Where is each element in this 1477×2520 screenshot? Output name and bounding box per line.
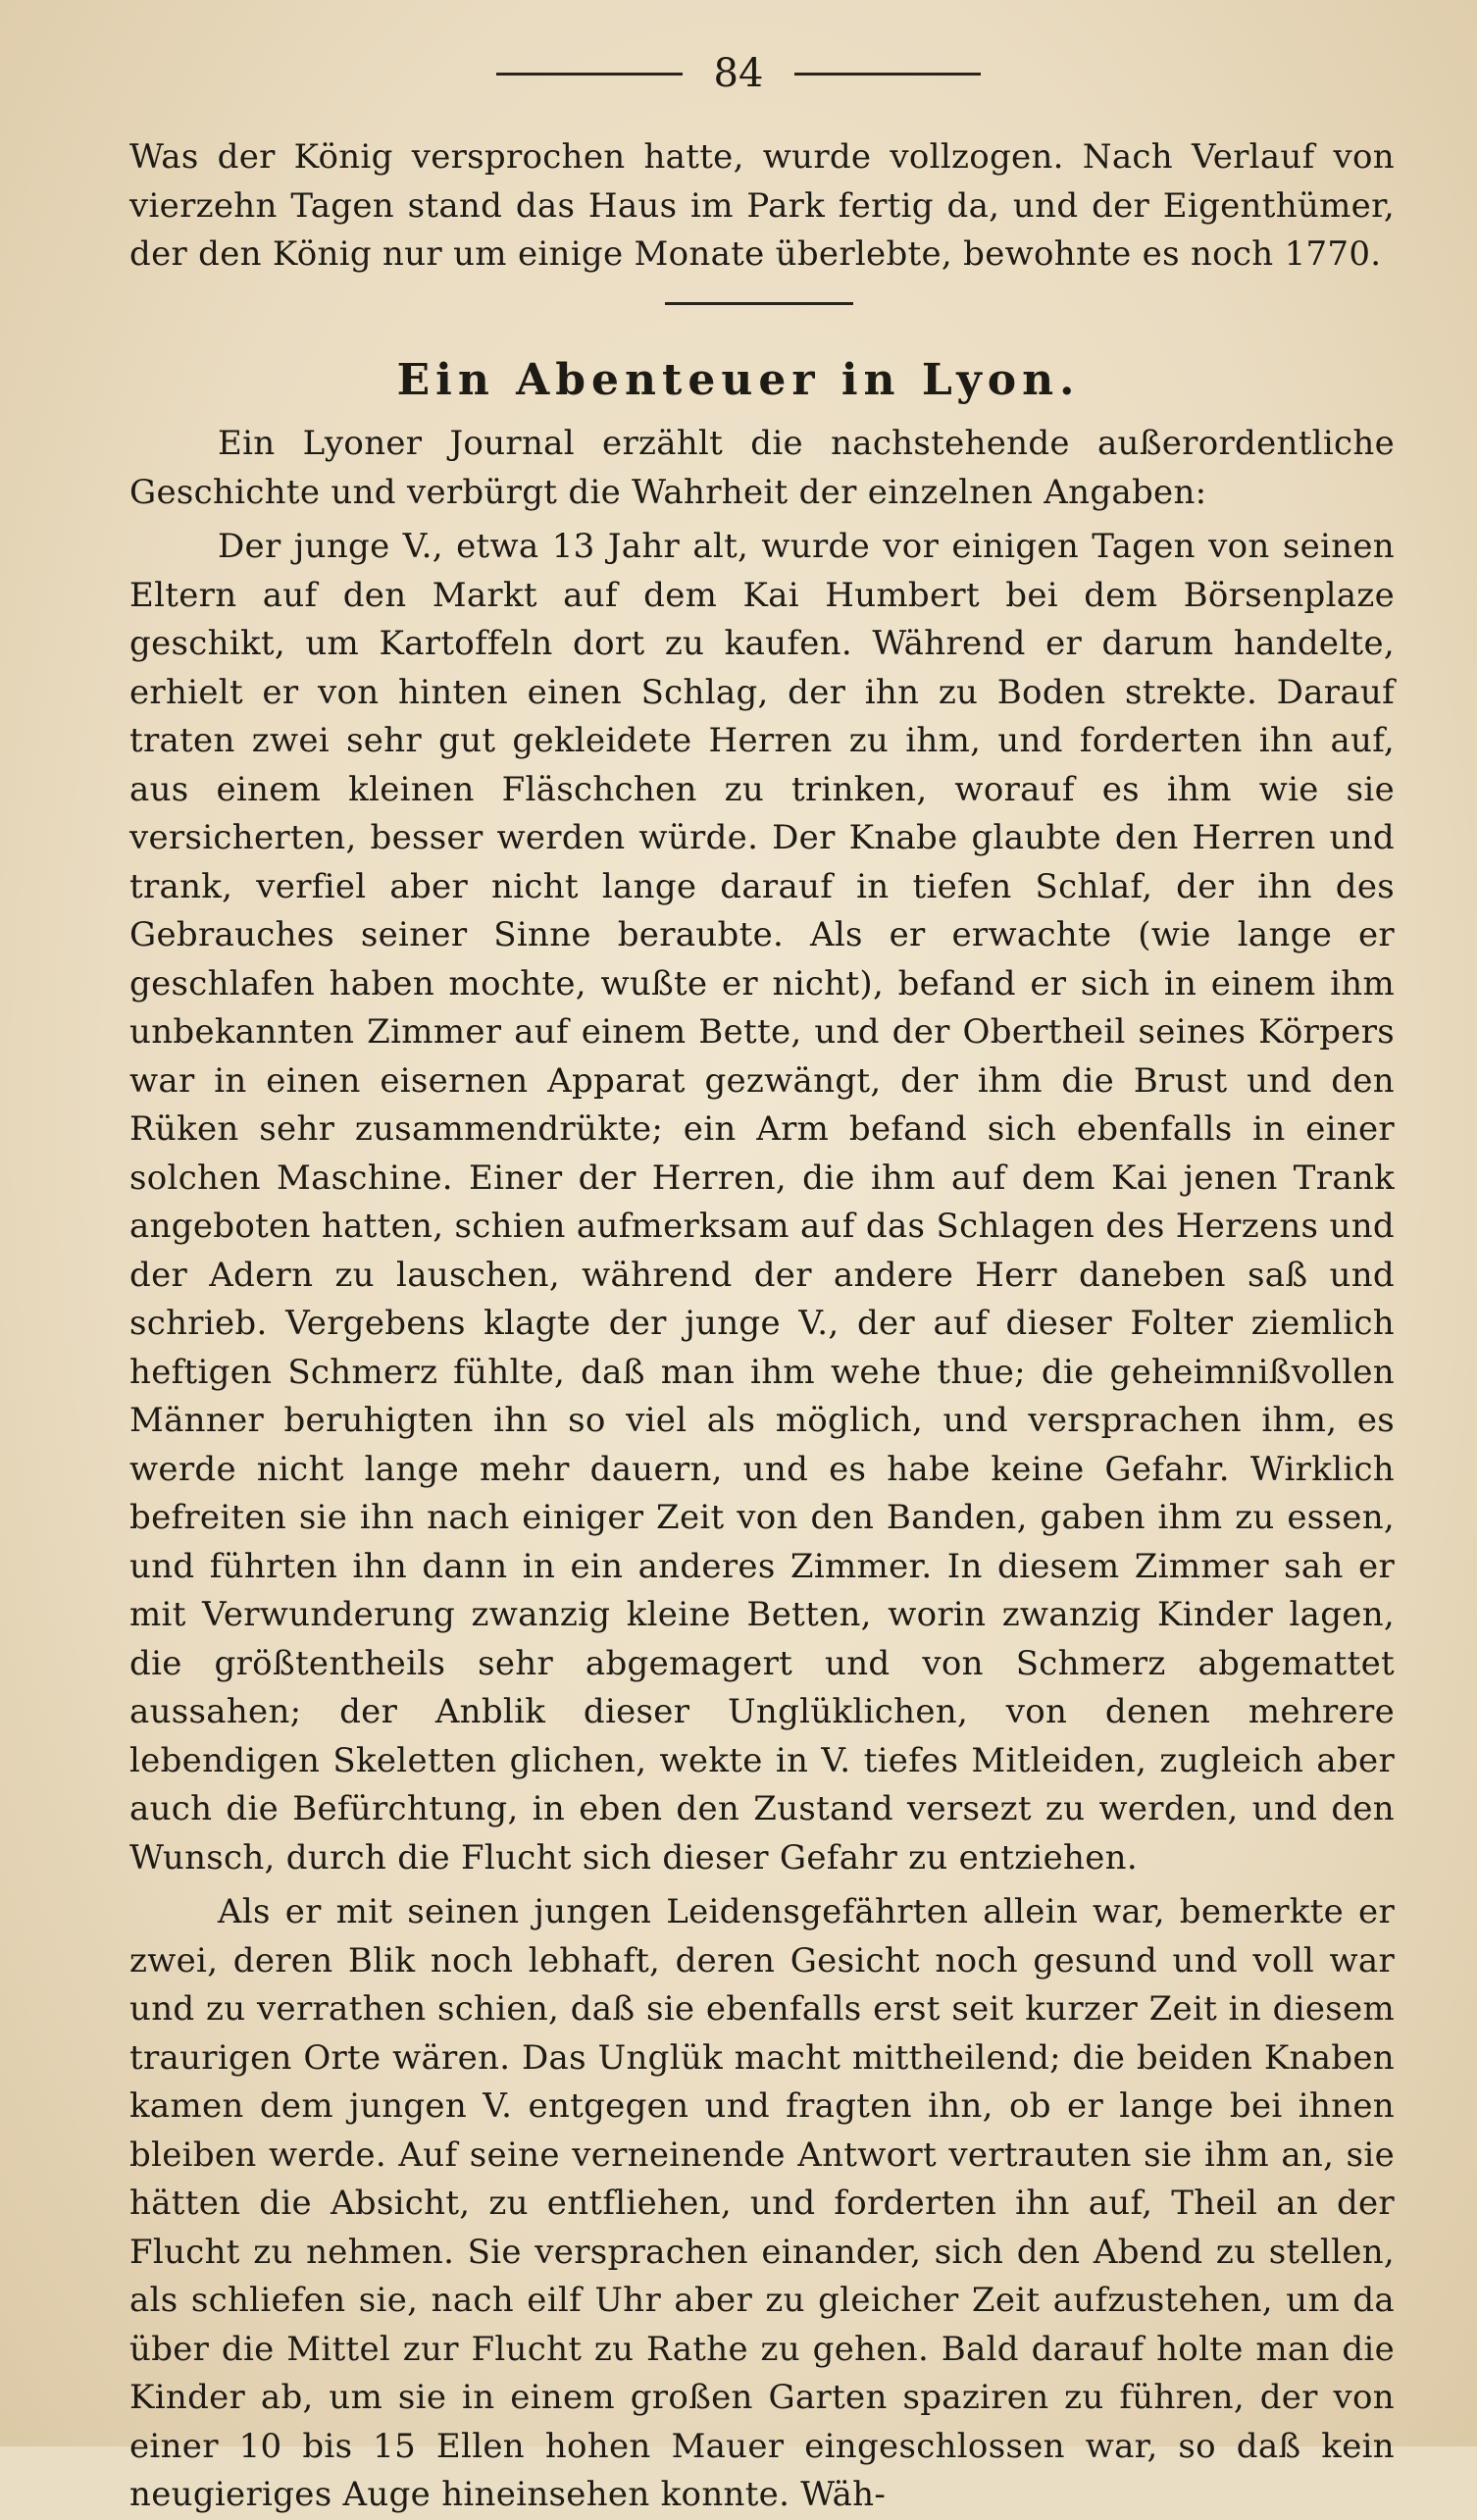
article-body bbox=[129, 420, 1395, 2520]
lead-paragraph: Was der König versprochen hatte, wurde vollzogen. Nach Verlauf von vierzehn Tagen stand das Haus im Park fertig da, und der Eigenthümer, der den König nur um einige Monate überlebte, bewohnte es noch 1770. bbox=[129, 137, 1395, 274]
page-number: 84 bbox=[713, 51, 764, 96]
section-separator bbox=[665, 302, 853, 305]
article-title: Ein Abenteuer in Lyon. bbox=[396, 355, 1081, 405]
article-paragraph-intro: Ein Lyoner Journal erzählt die nachstehende außerordentliche Geschichte und verbürgt die Wahrheit der einzelnen Angaben: bbox=[129, 424, 1395, 512]
header-rule-right bbox=[794, 73, 981, 76]
page-header bbox=[0, 51, 1477, 96]
header-rule-left bbox=[496, 73, 683, 76]
article-paragraph: Als er mit seinen jungen Leidensgefährten allein war, bemerkte er zwei, deren Blik noch lebhaft, deren Gesicht noch gesund und voll war und zu verrathen schien, daß sie ebenfalls erst seit kurzer Zeit in diesem traurigen Orte wären. Das Unglük macht mittheilend; die beiden Knaben kamen dem jungen V. entgegen und fragten ihn, ob er lange bei ihnen bleiben werde. Auf seine verneinende Antwort vertrauten sie ihm an, sie hätten die Absicht, zu entfliehen, und forderten ihn auf, Theil an der Flucht zu nehmen. Sie versprachen einander, sich den Abend zu stellen, als schliefen sie, nach eilf Uhr aber zu gleicher Zeit aufzustehen, um da über die Mittel zur Flucht zu Rathe zu gehen. Bald darauf holte man die Kinder ab, um sie in einem großen Garten spaziren zu führen, der von einer 10 bis 15 Ellen hohen Mauer eingeschlossen war, so daß kein neugieriges Auge hineinsehen konnte. Wäh- bbox=[129, 1892, 1395, 2514]
article-paragraph: Der junge V., etwa 13 Jahr alt, wurde vor einigen Tagen von seinen Eltern auf den Markt auf dem Kai Humbert bei dem Börsenplaze geschikt, um Kartoffeln dort zu kaufen. Während er darum handelte, erhielt er von hinten einen Schlag, der ihn zu Boden strekte. Darauf traten zwei sehr gut gekleidete Herren zu ihm, und forderten ihn auf, aus einem kleinen Fläschchen zu trinken, worauf es ihm wie sie versicherten, besser werden würde. Der Knabe glaubte den Herren und trank, verfiel aber nicht lange darauf in tiefen Schlaf, der ihn des Gebrauches seiner Sinne beraubte. Als er erwachte (wie lange er geschlafen haben mochte, wußte er nicht), befand er sich in einem ihm unbekannten Zimmer auf einem Bette, und der Obertheil seines Körpers war in einen eisernen Apparat gezwängt, der ihm die Brust und den Rüken sehr zusammendrükte; ein Arm befand sich ebenfalls in einer solchen Maschine. Einer der Herren, die ihm auf dem Kai jenen Trank angeboten hatten, schien aufmerksam auf das Schlagen des Herzens und der Adern zu lauschen, während der andere Herr daneben saß und schrieb. Vergebens klagte der junge V., der auf dieser Folter ziemlich heftigen Schmerz fühlte, daß man ihm wehe thue; die geheimnißvollen Männer beruhigten ihn so viel als möglich, und versprachen ihm, es werde nicht lange mehr dauern, und es habe keine Gefahr. Wirklich befreiten sie ihn nach einiger Zeit von den Banden, gaben ihm zu essen, und führten ihn dann in ein anderes Zimmer. In diesem Zimmer sah er mit Verwunderung zwanzig kleine Betten, worin zwanzig Kinder lagen, die größtentheils sehr abgemagert und von Schmerz abgemattet aussahen; der Anblik dieser Unglüklichen, von denen mehrere lebendigen Skeletten glichen, wekte in V. tiefes Mitleiden, zugleich aber auch die Befürchtung, in eben den Zustand versezt zu werden, und den Wunsch, durch die Flucht sich dieser Gefahr zu entziehen. bbox=[129, 527, 1395, 1877]
